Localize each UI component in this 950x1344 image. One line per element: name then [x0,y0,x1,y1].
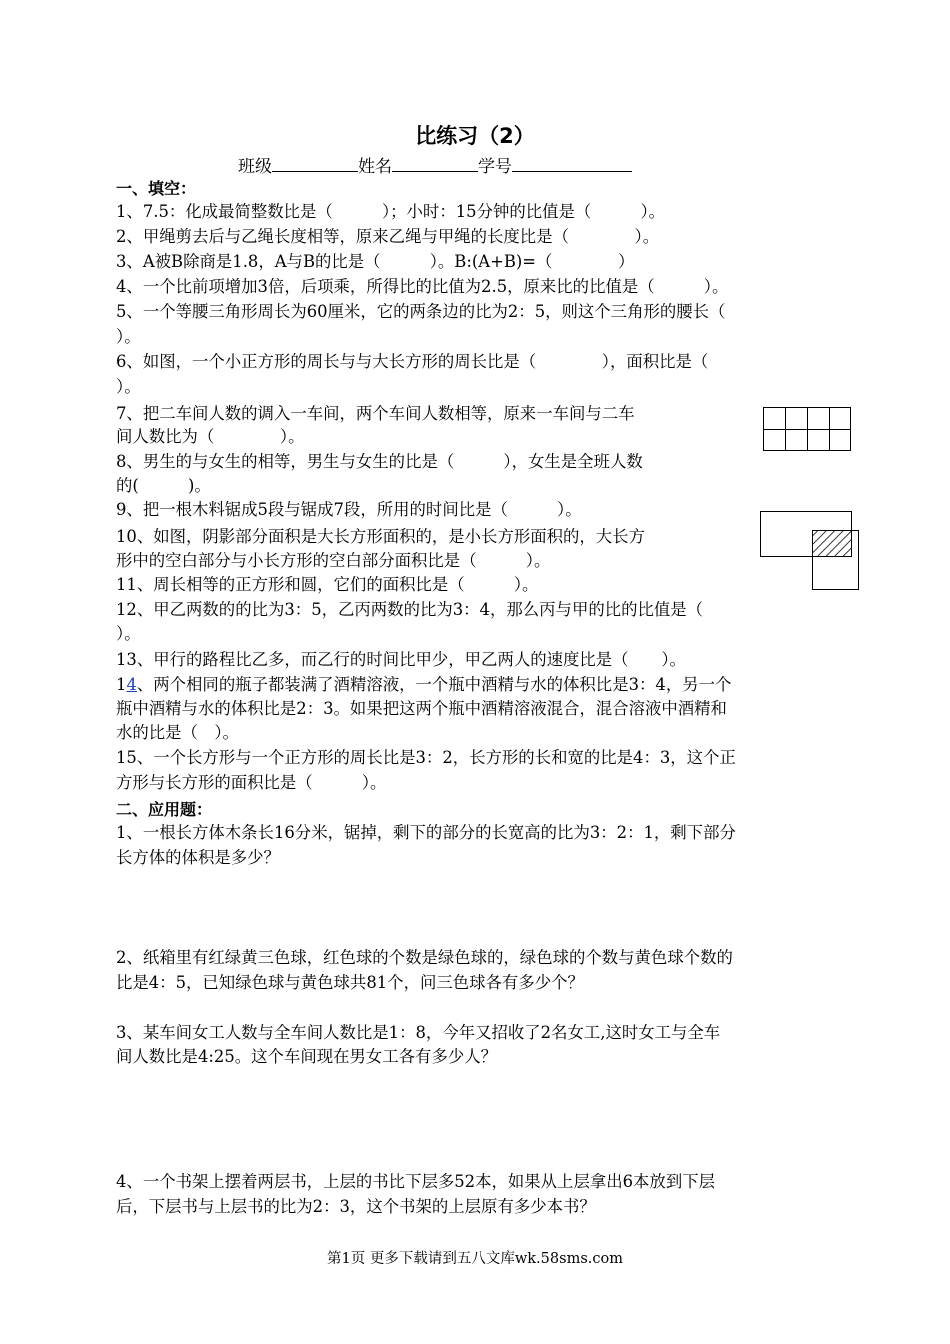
app-question-line: 1、一根长方体木条长16分米，锯掉，剩下的部分的长宽高的比为3：2：1，剩下部分 [116,823,736,842]
overlap-rectangles-figure [755,508,865,594]
fill-line: 7、把二车间人数的调入一车间，两个车间人数相等，原来一车间与二车 [116,404,635,423]
q14-number-link[interactable]: 4 [126,675,137,694]
q14-line [116,673,731,697]
section2-heading: 二、应用题： [116,800,213,819]
fill-line: 4、一个比前项增加3倍，后项乘，所得比的比值为2.5，原来比的比值是（ ）。 [116,277,729,296]
fill-line: 13、甲行的路程比乙多，而乙行的时间比甲少，甲乙两人的速度比是（ ）。 [116,650,686,669]
fill-line: 8、男生的与女生的相等，男生与女生的比是（ ），女生是全班人数 [116,452,643,471]
app-question-line: 比是4：5，已知绿色球与黄色球共81个，问三色球各有多少个？ [116,973,584,992]
student-info-line [238,152,632,177]
app-question-line: 间人数比是4:25。这个车间现在男女工各有多少人？ [116,1047,498,1066]
fill-line: 6、如图，一个小正方形的周长与与大长方形的周长比是（ ），面积比是（ [116,352,709,371]
q14-separator: 、 [136,675,154,694]
section1-heading: 一、填空： [116,179,197,198]
q14-number-prefix: 1 [116,675,127,694]
name-blank [392,153,478,172]
app-question-line: 后，下层书与上层书的比为2：3，这个书架的上层原有多少本书？ [116,1197,596,1216]
number-label: 学号 [478,157,512,177]
shaded-overlap [813,531,851,556]
page-title: 比练习（2） [415,124,535,148]
fill-line: 10、如图，阴影部分面积是大长方形面积的，是小长方形面积的，大长方 [116,527,645,546]
class-label: 班级 [238,157,272,177]
fill-line: 瓶中酒精与水的体积比是2：3。如果把这两个瓶中酒精溶液混合，混合溶液中酒精和 [116,699,727,718]
fill-line: 的( )。 [116,476,211,495]
q14-text: 两个相同的瓶子都装满了酒精溶液，一个瓶中酒精与水的体积比是3：4，另一个 [153,675,732,694]
fill-line: 3、A被B除商是1.8，A与B的比是（ ）。B:(A+B)=（ ） [116,252,635,271]
fill-line: 9、把一根木料锯成5段与锯成7段，所用的时间比是（ ）。 [116,500,582,519]
fill-line: 方形与长方形的面积比是（ ）。 [116,773,387,792]
app-question-line: 4、一个书架上摆着两层书，上层的书比下层多52本，如果从上层拿出6本放到下层 [116,1172,715,1191]
name-label: 姓名 [358,157,392,177]
fill-line: ）。 [116,377,141,396]
app-question-line: 长方体的体积是多少？ [116,848,280,867]
fill-line: 2、甲绳剪去后与乙绳长度相等，原来乙绳与甲绳的长度比是（ ）。 [116,227,660,246]
grid-figure [763,407,851,451]
fill-line: 间人数比为（ ）。 [116,427,305,446]
fill-line: ）。 [116,624,141,643]
class-blank [272,153,358,172]
fill-line: 15、一个长方形与一个正方形的周长比是3：2，长方形的长和宽的比是4：3，这个正 [116,748,736,767]
fill-line: 12、甲乙两数的的比为3：5，乙丙两数的比为3：4，那么丙与甲的比的比值是（ [116,600,704,619]
number-blank [512,153,632,172]
fill-line: 形中的空白部分与小长方形的空白部分面积比是（ ）。 [116,551,551,570]
app-question-line: 2、纸箱里有红绿黄三色球，红色球的个数是绿色球的，绿色球的个数与黄色球个数的 [116,948,733,967]
fill-line: 11、周长相等的正方形和圆，它们的面积比是（ ）。 [116,575,539,594]
fill-line: 水的比是（ ）。 [116,723,239,742]
page-footer: 第1页 更多下载请到五八文库wk.58sms.com [327,1251,623,1267]
app-question-line: 3、某车间女工人数与全车间人数比是1：8，今年又招收了2名女工,这时女工与全车 [116,1023,721,1042]
fill-line: 5、一个等腰三角形周长为60厘米，它的两条边的比为2：5，则这个三角形的腰长（ [116,302,726,321]
fill-line: 1、7.5：化成最简整数比是（ ）；小时：15分钟的比值是（ ）。 [116,202,666,221]
fill-line: ）。 [116,327,141,346]
